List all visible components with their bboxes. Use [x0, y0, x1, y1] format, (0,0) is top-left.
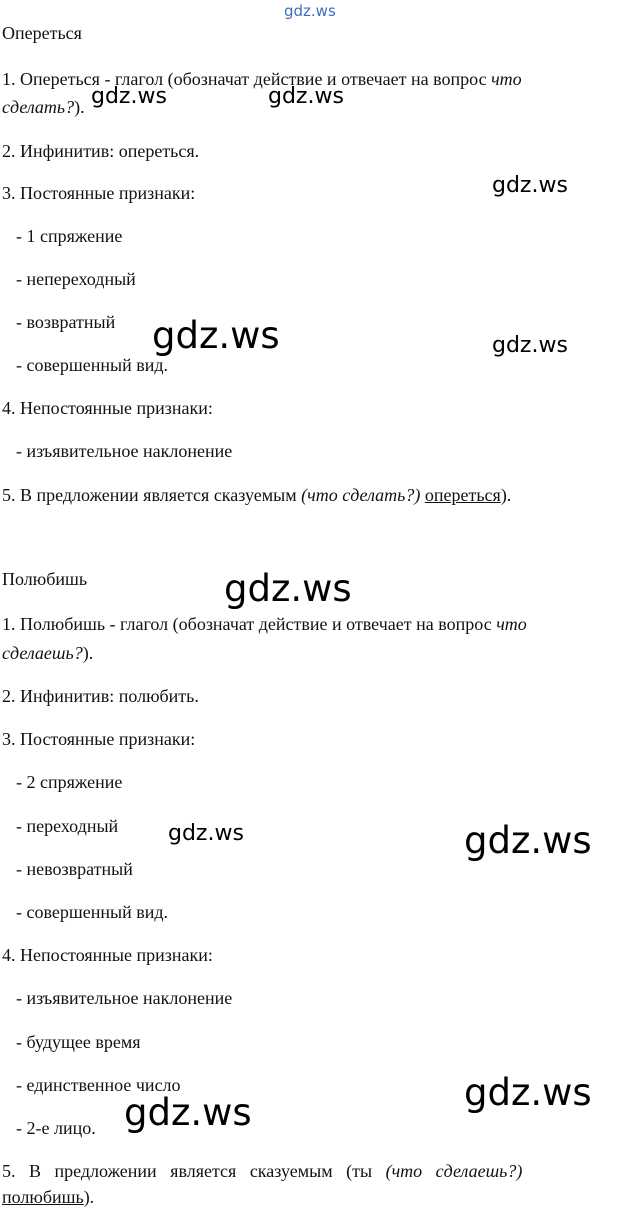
- text: 5. В предложении является сказуемым: [2, 485, 302, 505]
- paragraph-2: 2. Инфинитив: опереться.: [2, 141, 200, 161]
- paragraph-1: [2, 613, 527, 635]
- watermark-top: gdz.ws: [284, 2, 336, 20]
- list-item: - непереходный: [16, 269, 136, 289]
- paragraph-4: 4. Непостоянные признаки:: [2, 945, 213, 965]
- list-item: - совершенный вид.: [16, 902, 168, 922]
- section-title: Опереться: [2, 23, 82, 43]
- text: 1. Опереться - глагол (обозначат действие и отвечает на вопрос: [2, 69, 492, 89]
- text: 1. Полюбишь - глагол (обозначат действие и отвечает на вопрос: [2, 614, 497, 634]
- question-text: сделать?: [2, 97, 75, 117]
- watermark: gdz.ws: [268, 84, 344, 109]
- text: ).: [82, 643, 94, 663]
- watermark: gdz.ws: [224, 567, 352, 610]
- paragraph-4: 4. Непостоянные признаки:: [2, 398, 213, 418]
- watermark: gdz.ws: [492, 333, 568, 358]
- paragraph-5-cont: [2, 1186, 94, 1208]
- question-text: что: [491, 69, 522, 89]
- paragraph-1-cont: [2, 642, 93, 664]
- watermark: gdz.ws: [124, 1091, 252, 1134]
- text: ).: [83, 1187, 95, 1207]
- paragraph-3: 3. Постоянные признаки:: [2, 183, 196, 203]
- question-text: (что сделаешь?): [385, 1161, 523, 1181]
- underlined-word: полюбишь: [2, 1187, 84, 1207]
- list-item: - 2-е лицо.: [16, 1118, 96, 1138]
- text: 5. В предложении является сказуемым (ты: [2, 1161, 386, 1181]
- section-title: Полюбишь: [2, 569, 88, 589]
- underlined-word: опереться: [424, 485, 501, 505]
- list-item: - изъявительное наклонение: [16, 988, 233, 1008]
- list-item: - будущее время: [16, 1032, 141, 1052]
- paragraph-3: 3. Постоянные признаки:: [2, 729, 196, 749]
- question-text: сделаешь?: [2, 643, 83, 663]
- watermark: gdz.ws: [91, 84, 167, 109]
- question-text: что: [496, 614, 527, 634]
- watermark: gdz.ws: [464, 819, 592, 862]
- list-item: - изъявительное наклонение: [16, 441, 233, 461]
- watermark: gdz.ws: [152, 314, 280, 357]
- watermark: gdz.ws: [492, 173, 568, 198]
- list-item: - 2 спряжение: [16, 772, 123, 792]
- paragraph-5: [2, 1160, 522, 1182]
- watermark: gdz.ws: [464, 1071, 592, 1114]
- text: ).: [500, 485, 512, 505]
- paragraph-1-cont: [2, 96, 85, 118]
- paragraph-5: [2, 484, 511, 506]
- watermark: gdz.ws: [168, 821, 244, 846]
- paragraph-1: [2, 68, 522, 90]
- text: ).: [74, 97, 85, 117]
- list-item: - единственное число: [16, 1075, 181, 1095]
- paragraph-2: 2. Инфинитив: полюбить.: [2, 686, 199, 706]
- question-text: (что сделать?): [301, 485, 421, 505]
- list-item: - 1 спряжение: [16, 226, 123, 246]
- list-item: - возвратный: [16, 312, 116, 332]
- list-item: - совершенный вид.: [16, 355, 168, 375]
- list-item: - невозвратный: [16, 859, 133, 879]
- list-item: - переходный: [16, 816, 119, 836]
